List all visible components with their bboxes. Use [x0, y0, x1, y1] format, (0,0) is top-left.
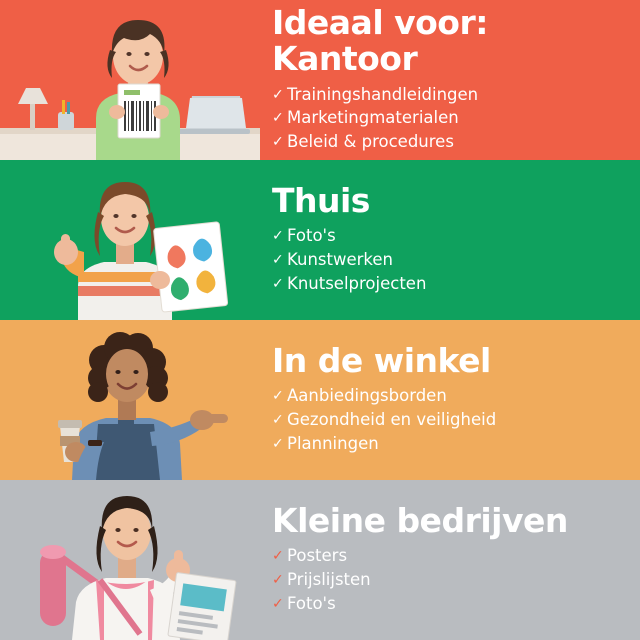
bullet-text: Posters — [287, 546, 348, 566]
bullet-text: Trainingshandleidingen — [287, 84, 479, 104]
bullet-text: Prijslijsten — [287, 570, 371, 590]
text-winkel — [272, 320, 640, 480]
check-icon: ✓ — [272, 572, 284, 589]
bullet-text: Kunstwerken — [287, 250, 393, 270]
bullet-text: Marketingmaterialen — [287, 108, 459, 128]
poster-title: Ideaal voor: — [272, 2, 488, 42]
heading-thuis: Thuis — [272, 181, 370, 221]
check-icon: ✓ — [272, 228, 284, 245]
bullet-text: Beleid & procedures — [287, 132, 454, 152]
bullet-text: Planningen — [287, 434, 379, 454]
illustration-office — [0, 0, 260, 160]
section-kleine-bedrijven — [0, 480, 640, 640]
list-item — [272, 432, 640, 456]
check-icon: ✓ — [272, 86, 284, 103]
bullets-thuis — [272, 224, 640, 296]
illustration-retail — [0, 320, 260, 480]
photo-kantoor — [0, 0, 260, 160]
bullet-text: Foto's — [287, 594, 336, 614]
heading-winkel: In de winkel — [272, 341, 491, 381]
list-item — [272, 83, 640, 107]
illustration-small-business — [0, 480, 260, 640]
check-icon: ✓ — [272, 436, 284, 453]
text-kantoor — [272, 0, 640, 160]
section-kantoor — [0, 0, 640, 160]
check-icon: ✓ — [272, 388, 284, 405]
check-icon: ✓ — [272, 276, 284, 293]
list-item — [272, 592, 640, 616]
bullet-text: Knutselprojecten — [287, 274, 427, 294]
check-icon: ✓ — [272, 110, 284, 127]
illustration-home — [0, 160, 260, 320]
check-icon: ✓ — [272, 134, 284, 151]
text-thuis — [272, 160, 640, 320]
photo-thuis — [0, 160, 260, 320]
list-item — [272, 408, 640, 432]
bullets-kleine-bedrijven — [272, 544, 640, 616]
list-item — [272, 544, 640, 568]
list-item — [272, 568, 640, 592]
photo-winkel — [0, 320, 260, 480]
check-icon: ✓ — [272, 548, 284, 565]
section-thuis — [0, 160, 640, 320]
check-icon: ✓ — [272, 252, 284, 269]
bullet-text: Foto's — [287, 226, 336, 246]
list-item — [272, 106, 640, 130]
section-in-de-winkel — [0, 320, 640, 480]
photo-kleine-bedrijven — [0, 480, 260, 640]
check-icon: ✓ — [272, 596, 284, 613]
heading-kantoor: Kantoor — [272, 39, 418, 79]
list-item — [272, 384, 640, 408]
bullet-text: Aanbiedingsborden — [287, 386, 447, 406]
bullets-kantoor — [272, 83, 640, 155]
bullet-text: Gezondheid en veiligheid — [287, 410, 497, 430]
text-kleine-bedrijven — [272, 480, 640, 640]
heading-kleine-bedrijven: Kleine bedrijven — [272, 501, 568, 541]
bullets-winkel — [272, 384, 640, 456]
list-item — [272, 224, 640, 248]
check-icon: ✓ — [272, 412, 284, 429]
list-item — [272, 248, 640, 272]
list-item — [272, 130, 640, 154]
list-item — [272, 272, 640, 296]
